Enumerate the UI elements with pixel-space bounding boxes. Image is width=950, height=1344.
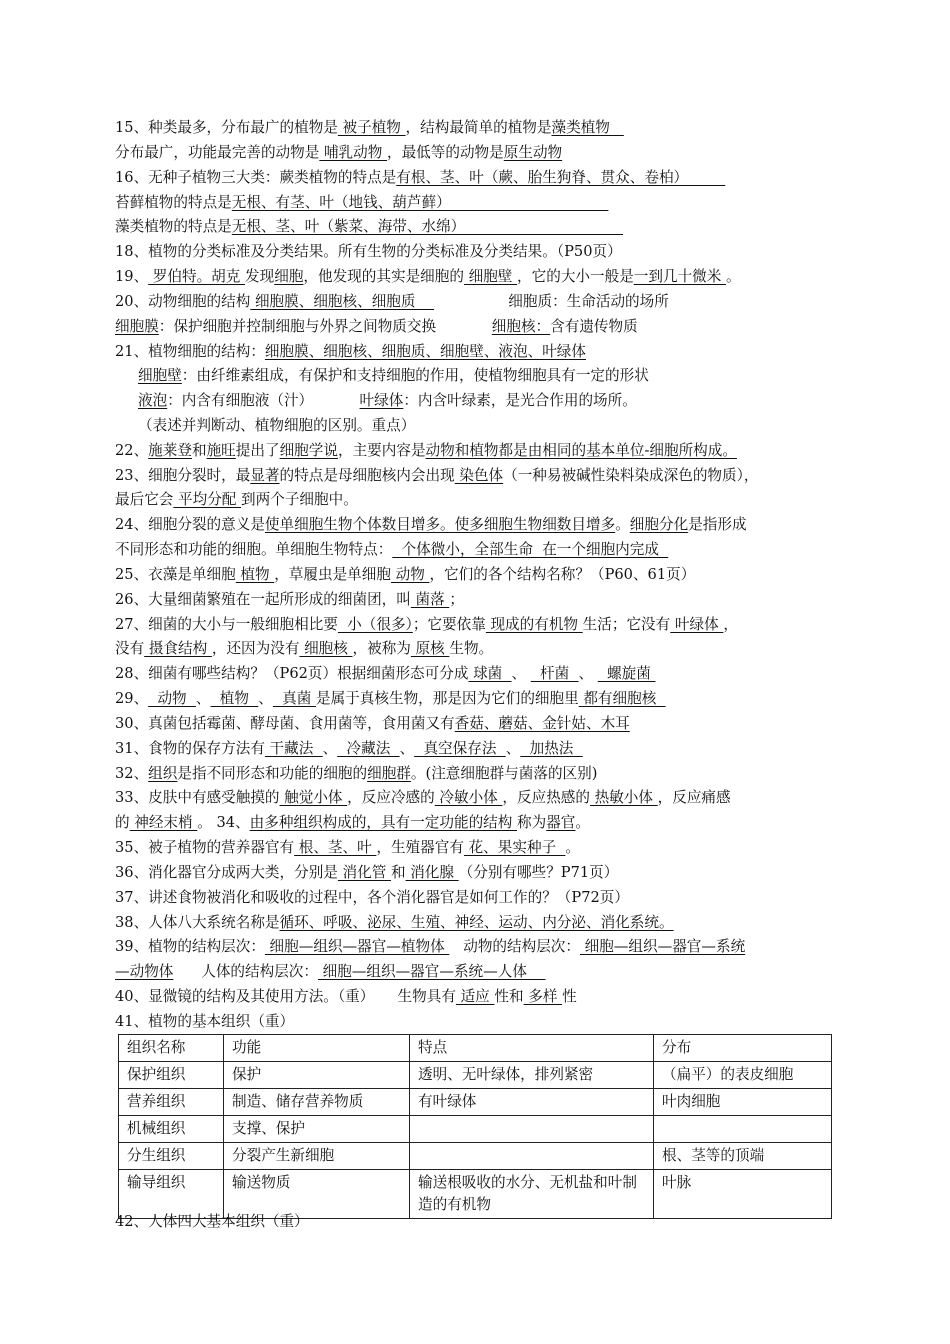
line-text: 25、衣藻是单细胞 <box>115 565 236 583</box>
underlined-answer: 摄食结构 <box>144 640 212 658</box>
line-text: 发现 <box>245 268 275 285</box>
line-text: ，还因为没有 <box>211 640 300 658</box>
underlined-answer: 多样 <box>523 988 563 1005</box>
line-text: ； <box>449 590 464 608</box>
underlined-answer: 冷敏小体 <box>434 789 503 807</box>
underlined-answer: 植物 <box>235 565 275 583</box>
underlined-answer: 冷藏法 <box>337 739 400 757</box>
underlined-answer: 细胞分化 <box>629 516 689 534</box>
underlined-answer: 细胞核： <box>491 317 551 335</box>
underlined-answer: 细胞—组织—器官—系统—人体 <box>317 963 546 981</box>
underlined-answer: 藻类植物 <box>551 119 624 136</box>
line-text: 、 <box>578 665 598 683</box>
line-text: 提出了 <box>235 441 280 459</box>
line-text: 性和 <box>494 988 524 1005</box>
underlined-answer: 细胞膜、细胞核、细胞质 <box>250 292 435 310</box>
line-text: 没有 <box>115 640 145 658</box>
text-line <box>115 639 493 659</box>
underlined-answer: 细胞膜、细胞核、细胞质、细胞壁、液泡、叶绿体 <box>264 342 586 360</box>
table-cell: 分生组织 <box>119 1143 224 1170</box>
underlined-answer: 动物和植物都是由相同的基本单位-细胞所构成。 <box>425 441 737 459</box>
line-text: 称为 <box>517 814 547 832</box>
underlined-answer: 动物 <box>390 565 430 583</box>
underlined-answer: 加热法 <box>520 739 583 757</box>
line-text: 29、 <box>115 690 149 708</box>
line-text: 是指形成 <box>688 516 747 534</box>
line-text: 含有遗传物质 <box>550 317 638 335</box>
underlined-answer: 消化管 <box>337 863 391 881</box>
table-row <box>119 1143 832 1170</box>
underlined-answer: 循环、呼吸、泌尿、生殖、神经、运动、内分泌、消化系统。 <box>279 913 674 931</box>
text-line <box>115 987 577 1007</box>
text-line <box>115 515 747 535</box>
text-line <box>115 292 669 312</box>
line-text: 的 <box>115 814 130 832</box>
line-text: 生物。 <box>449 640 494 658</box>
underlined-answer: 一到几十微米 <box>633 268 726 285</box>
line-text: （一种易被碱性染料染成深色的物质）， <box>503 466 759 484</box>
underlined-answer: 施莱登 <box>148 441 192 459</box>
text-line <box>115 217 623 237</box>
underlined-answer: 消化腺 <box>405 863 459 881</box>
line-text: 人体的结构层次： <box>173 963 318 981</box>
text-line <box>115 664 655 684</box>
line-text: 37、讲述食物被消化和吸收的过程中，各个消化器官是如何工作的？（P72页） <box>115 888 629 906</box>
underlined-answer: 杆菌 <box>530 665 579 683</box>
underlined-answer: 螺旋菌 <box>597 665 656 683</box>
underlined-answer: 花、果实种子 <box>463 839 566 857</box>
line-text: ，反应冷感的 <box>347 789 435 807</box>
line-text: ：内含有细胞液（汁） <box>167 392 360 410</box>
text-line <box>138 416 415 436</box>
underlined-answer: 由多种组织构成的，具有一定功能的结构 <box>249 814 517 832</box>
line-text: ，结构最简单的植物是 <box>405 119 552 136</box>
table-cell: 叶肉细胞 <box>654 1089 832 1116</box>
line-text: 19、 <box>115 268 149 285</box>
underlined-answer: 施旺 <box>206 441 236 459</box>
line-text: ，最低等的动物是 <box>386 143 504 161</box>
line-text: 苔藓植物的特点是 <box>115 193 232 211</box>
table-header: 功能 <box>224 1035 410 1062</box>
line-text: 细胞质： <box>434 292 567 310</box>
underlined-answer: 细胞学说 <box>279 441 338 459</box>
table-cell: 保护 <box>224 1062 410 1089</box>
underlined-answer: 细胞—组织—器官—系统 <box>580 938 746 956</box>
underlined-answer: 根、茎、叶 <box>294 839 377 857</box>
line-text: 生命活动的场所 <box>566 292 669 310</box>
text-line <box>115 615 738 635</box>
line-text: 15、种类最多，分布最广的植物是 <box>115 119 338 136</box>
text-line <box>115 193 608 213</box>
table-header: 组织名称 <box>119 1035 224 1062</box>
table-row <box>119 1062 832 1089</box>
line-text: ，草履虫是单细胞 <box>274 565 391 583</box>
table-row <box>119 1089 832 1116</box>
line-text: 最后它会 <box>115 491 174 509</box>
line-text: 33、皮肤中有感受触摸的 <box>115 789 280 807</box>
line-text: 24、细胞分裂的意义是 <box>115 516 265 534</box>
line-text: 32、 <box>115 764 149 782</box>
underlined-answer: 干藏法 <box>264 739 323 757</box>
underlined-answer: 触觉小体 <box>279 789 348 807</box>
text-line <box>138 366 649 386</box>
line-text: 39、植物的结构层次： <box>115 938 265 956</box>
text-line <box>115 888 629 908</box>
text-line <box>115 490 358 510</box>
table-header: 分布 <box>654 1035 832 1062</box>
underlined-answer: 适应 <box>455 988 495 1005</box>
line-text: ，反应痛感 <box>657 789 731 807</box>
line-text: 。(注意细胞群与菌落的区别) <box>410 764 598 782</box>
underlined-answer: 细胞壁 <box>138 367 182 385</box>
table-cell: 透明、无叶绿体，排列紧密 <box>410 1062 654 1089</box>
underlined-answer: 个体微小，全部生命 在一个细胞内完成 <box>392 541 669 559</box>
underlined-answer: 都有细胞核 <box>578 690 666 708</box>
plant-tissue-table <box>118 1034 832 1219</box>
line-text: 16、无种子植物三大类：蕨类植物的特点是 <box>115 168 397 186</box>
underlined-answer: 有根、茎、叶（蕨、胎生狗脊、贯众、卷柏） <box>396 168 726 186</box>
line-text: （分别有哪些？P71页） <box>458 863 619 881</box>
line-text: （表述并判断动、植物细胞的区别。重点） <box>138 417 416 434</box>
footer-line: 42、人体四大基本组织（重） <box>115 1213 309 1230</box>
line-text: 和 <box>191 441 207 459</box>
underlined-answer: 动物 <box>148 690 196 708</box>
line-text: ，反应热感的 <box>502 789 590 807</box>
table-cell: 分裂产生新细胞 <box>224 1143 410 1170</box>
text-line <box>138 391 637 411</box>
table-cell: 输送根吸收的水分、无机盐和叶制造的有机物 <box>410 1170 654 1219</box>
table-header-row <box>119 1035 832 1062</box>
text-line <box>115 317 638 337</box>
line-text: 是指不同形态和功能的细胞的 <box>177 764 368 782</box>
line-text: 和 <box>390 863 406 881</box>
line-text: 分布最广，功能最完善的动物是 <box>115 143 320 161</box>
underlined-answer: 叶绿体 <box>670 615 724 633</box>
line-text: 动物的结构层次： <box>449 938 580 956</box>
text-line <box>115 1012 294 1032</box>
table-cell: 输导组织 <box>119 1170 224 1219</box>
line-text: ；它要依靠 <box>412 615 486 633</box>
text-line <box>115 143 562 163</box>
line-text: ：内含叶绿素，是光合作用的场所。 <box>403 392 637 410</box>
line-text: 30、真菌包括霉菌、酵母菌、食用菌等，食用菌又有 <box>115 714 455 732</box>
underlined-answer: 真空保存法 <box>414 739 506 757</box>
underlined-answer: 细胞核 <box>299 640 353 658</box>
table-cell: 制造、储存营养物质 <box>224 1089 410 1116</box>
underlined-answer: 原生动物 <box>503 143 563 161</box>
line-text: ，被称为 <box>352 640 411 658</box>
underlined-answer: 细胞膜 <box>115 317 159 335</box>
text-line <box>115 242 622 262</box>
text-line <box>115 863 618 883</box>
underlined-answer: 现成的有机物 <box>485 615 583 633</box>
table-cell: 根、茎等的顶端 <box>654 1143 832 1170</box>
line-text: 性 <box>562 988 577 1005</box>
text-line <box>115 540 668 560</box>
line-text: 18、植物的分类标准及分类结果。所有生物的分类标准及分类结果。（P50页） <box>115 243 622 261</box>
table-cell: 支撑、保护 <box>224 1116 410 1143</box>
line-text: 21、植物细胞的结构： <box>115 342 265 360</box>
underlined-answer: 植物 <box>210 690 259 708</box>
text-line <box>115 466 758 486</box>
line-text: 31、食物的保存方法有 <box>115 739 265 757</box>
underlined-answer: 罗伯特。胡克 <box>148 268 246 285</box>
underlined-answer: 神经末梢 <box>129 814 198 832</box>
table-cell: 保护组织 <box>119 1062 224 1089</box>
underlined-answer: 无根、有茎、叶（地钱、葫芦藓） <box>231 193 609 211</box>
underlined-answer: 原核 <box>410 640 450 658</box>
underlined-answer: 真菌 <box>272 690 316 708</box>
underlined-answer: 细胞群 <box>367 764 411 782</box>
line-text: 不同形态和功能的细胞。单细胞生物特点： <box>115 541 393 559</box>
text-line <box>115 764 597 784</box>
table-cell <box>410 1116 654 1143</box>
line-text: 23、细胞分裂时，最 <box>115 466 251 484</box>
underlined-answer: 平均分配 <box>173 491 242 509</box>
line-text: 36、消化器官分成两大类，分别是 <box>115 863 338 881</box>
text-line <box>115 937 745 957</box>
table-cell <box>410 1143 654 1170</box>
underlined-answer: 菌落 <box>410 590 450 608</box>
line-text: 、 <box>399 739 415 757</box>
line-text: 生活；它没有 <box>582 615 671 633</box>
line-text: 、 <box>195 690 211 708</box>
text-line <box>115 267 741 287</box>
line-text: 是属于真核生物，那是因为它们的细胞里 <box>316 690 579 708</box>
line-text: 、 <box>322 739 338 757</box>
underlined-answer: 使单细胞生物个体数目增多。使多细胞生物细数目增多 <box>264 516 616 534</box>
line-text: 27、细菌的大小与一般细胞相比要 <box>115 615 338 633</box>
underlined-answer: 细胞—组织—器官—植物体 <box>264 938 450 956</box>
line-text: 35、被子植物的营养器官有 <box>115 839 295 857</box>
line-text: ，它的大小一般是 <box>517 268 634 285</box>
underlined-answer: 细胞壁 <box>463 268 518 285</box>
underlined-answer: 哺乳动物 <box>319 143 387 161</box>
table-cell: 有叶绿体 <box>410 1089 654 1116</box>
underlined-answer: 热敏小体 <box>589 789 658 807</box>
text-line <box>115 565 695 585</box>
text-line <box>115 118 624 138</box>
text-line <box>115 913 674 933</box>
underlined-answer: 显著 <box>250 466 280 484</box>
line-text: 、 <box>258 690 273 708</box>
line-text: 41、植物的基本组织（重） <box>115 1012 295 1030</box>
underlined-answer: 液泡 <box>138 392 168 410</box>
line-text: 藻类植物的特点是 <box>115 218 232 236</box>
table-cell: （扁平）的表皮细胞 <box>654 1062 832 1089</box>
underlined-answer: 染色体 <box>454 466 504 484</box>
text-line <box>115 813 590 833</box>
line-text: 。 <box>615 516 630 534</box>
underlined-answer: 器官 <box>546 814 576 832</box>
line-text: ，他发现的其实是细胞的 <box>303 268 464 285</box>
line-text: 、 <box>511 665 531 683</box>
underlined-answer: 小（很多） <box>337 615 413 633</box>
table-row <box>119 1116 832 1143</box>
line-text: 40、显微镜的结构及其使用方法。（重） 生物具有 <box>115 988 456 1005</box>
line-text: 的特点是母细胞核内会出现 <box>279 466 455 484</box>
text-line <box>115 168 725 188</box>
line-text: 38、人体八大系统名称是 <box>115 913 280 931</box>
text-line <box>115 788 731 808</box>
underlined-answer: 被子植物 <box>337 119 406 136</box>
line-text: 。 <box>565 839 581 857</box>
text-line <box>115 714 630 734</box>
underlined-answer: 细胞 <box>274 268 304 285</box>
line-text: ， <box>723 615 738 633</box>
line-text: ，生殖器官有 <box>376 839 464 857</box>
line-text: 。 34、 <box>197 814 250 832</box>
text-line <box>115 962 546 982</box>
table-cell: 营养组织 <box>119 1089 224 1116</box>
line-text: 20、动物细胞的结构 <box>115 292 251 310</box>
line-text: 。 <box>726 268 741 285</box>
line-text: ，主要内容是 <box>337 441 426 459</box>
underlined-answer: 无根、茎、叶（紫菜、海带、水绵） <box>231 218 623 236</box>
text-line <box>115 441 737 461</box>
underlined-answer: 香菇、蘑菇、金针姑、木耳 <box>454 714 630 732</box>
line-text: 22、 <box>115 441 149 459</box>
line-text: 26、大量细菌繁殖在一起所形成的细菌团，叫 <box>115 590 411 608</box>
text-line <box>115 739 583 759</box>
text-line <box>115 689 666 709</box>
line-text: 到两个子细胞中。 <box>241 491 358 509</box>
underlined-answer: 组织 <box>148 764 178 782</box>
line-text: ：保护细胞并控制细胞与外界之间物质交换 <box>158 317 492 335</box>
table-cell: 机械组织 <box>119 1116 224 1143</box>
underlined-answer: 叶绿体 <box>359 392 404 410</box>
table-cell <box>654 1116 832 1143</box>
table-header: 特点 <box>410 1035 654 1062</box>
text-line <box>115 342 586 362</box>
line-text: 、 <box>505 739 521 757</box>
text-line <box>115 838 580 858</box>
line-text: ，它们的各个结构名称？（P60、61页） <box>429 565 696 583</box>
table-cell: 输送物质 <box>224 1170 410 1219</box>
underlined-answer: 球菌 <box>468 665 512 683</box>
underlined-answer: —动物体 <box>115 963 174 981</box>
text-line <box>115 590 464 610</box>
table-cell: 叶脉 <box>654 1170 832 1219</box>
line-text: 。 <box>575 814 591 832</box>
line-text: ：由纤维素组成，有保护和支持细胞的作用，使植物细胞具有一定的形状 <box>181 367 649 385</box>
line-text: 28、细菌有哪些结构？（P62页）根据细菌形态可分成 <box>115 665 469 683</box>
